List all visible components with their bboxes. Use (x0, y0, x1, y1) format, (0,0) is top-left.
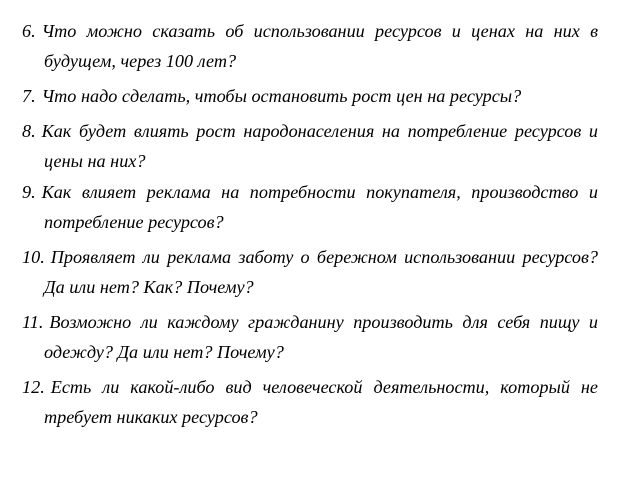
question-item-6 (22, 16, 598, 76)
question-number: 9. (22, 182, 36, 202)
question-list (22, 16, 598, 437)
question-item-8 (22, 116, 598, 176)
question-number: 12. (22, 377, 45, 397)
question-number: 7. (22, 86, 36, 106)
question-text: Как влияет реклама на потребности покупателя, производство и потребление ресурсов? (41, 182, 598, 232)
question-item-7 (22, 81, 598, 111)
question-text: Что можно сказать об использовании ресурсов и ценах на них в будущем, через 100 лет? (41, 21, 598, 71)
question-text: Проявляет ли реклама заботу о бережном использовании ресурсов? Да или нет? Как? Почему? (44, 247, 598, 297)
question-item-11 (22, 307, 598, 367)
question-text: Возможно ли каждому гражданину производить для себя пищу и одежду? Да или нет? Почему? (44, 312, 598, 362)
question-text: Как будет влиять рост народонаселения на потребление ресурсов и цены на них? (41, 121, 598, 171)
question-item-12 (22, 372, 598, 432)
question-item-10 (22, 242, 598, 302)
question-text: Есть ли какой-либо вид человеческой деятельности, который не требует никаких ресурсов? (44, 377, 598, 427)
question-number: 6. (22, 21, 36, 41)
question-number: 8. (22, 121, 36, 141)
question-number: 11. (22, 312, 44, 332)
question-text: Что надо сделать, чтобы остановить рост цен на ресурсы? (41, 86, 522, 106)
question-item-9 (22, 177, 598, 237)
question-number: 10. (22, 247, 45, 267)
